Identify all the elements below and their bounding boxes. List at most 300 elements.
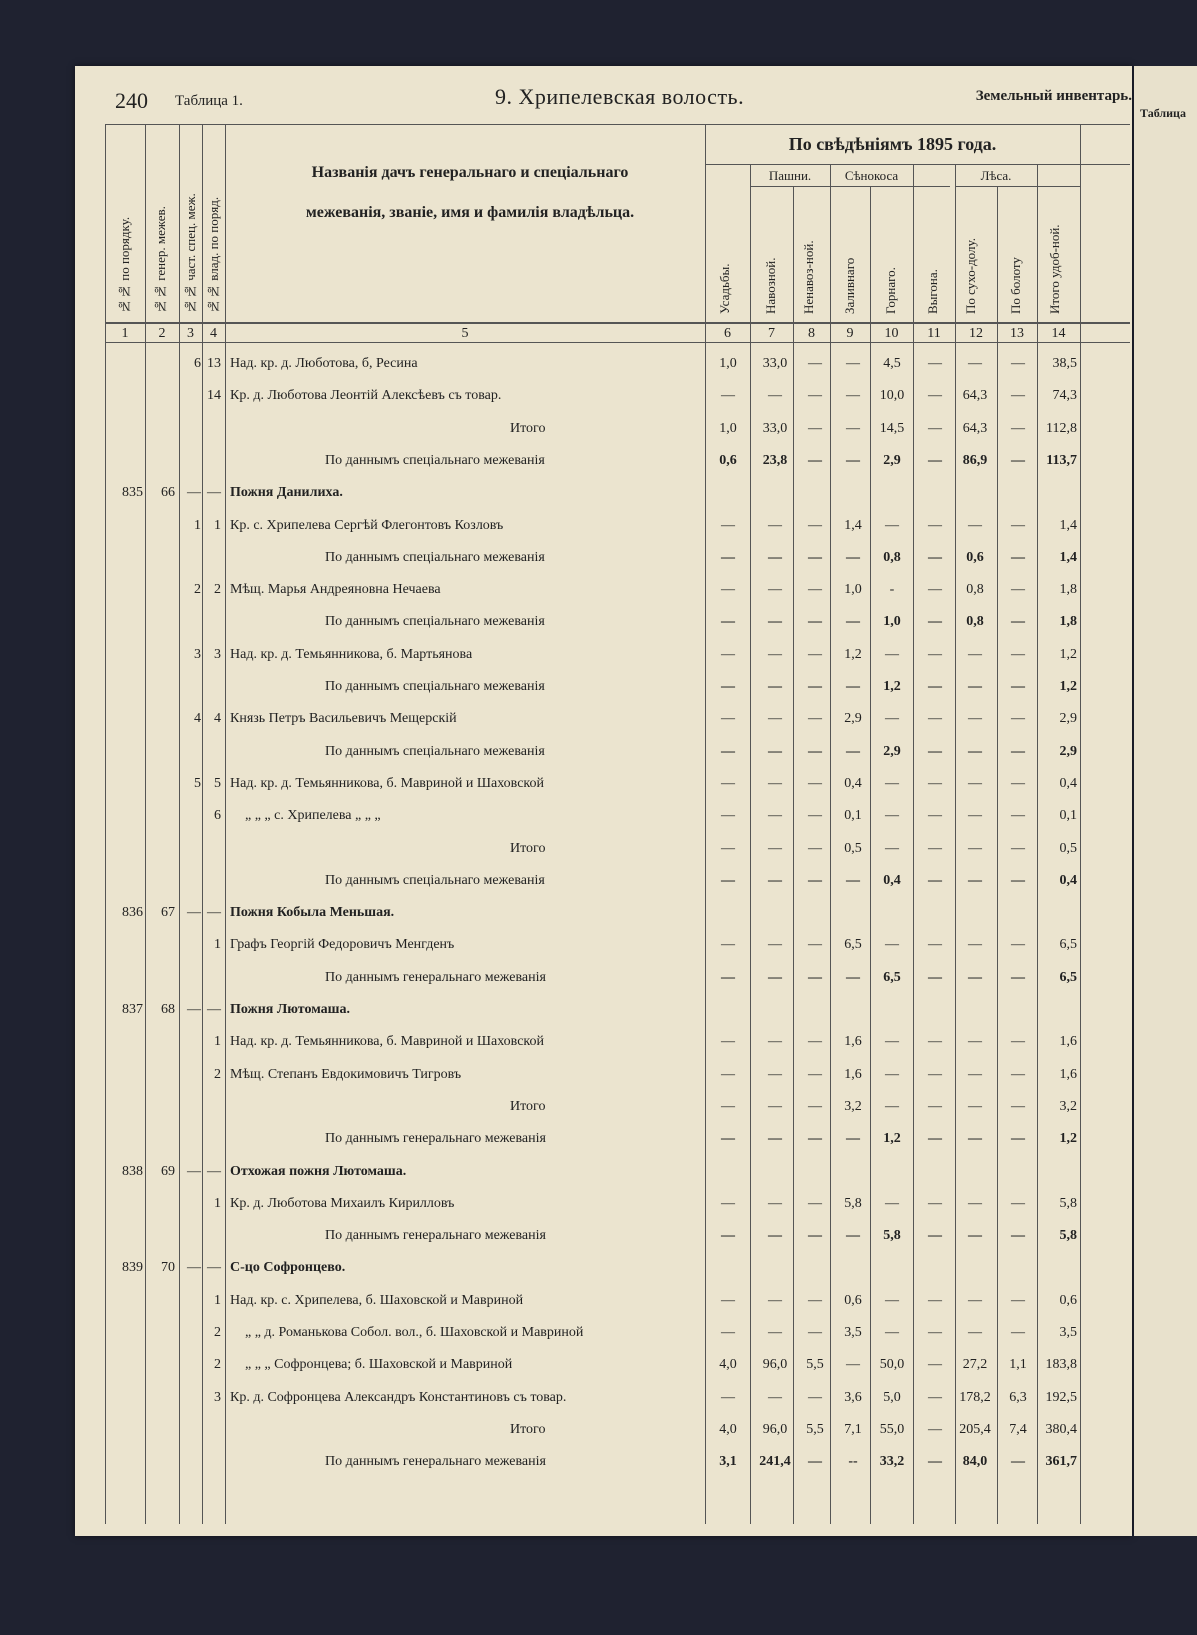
- cell-v11: —: [928, 775, 942, 791]
- cell-v13: —: [1011, 549, 1025, 565]
- adjacent-page-edge: [1134, 66, 1197, 1536]
- cell-v9: 2,9: [844, 711, 862, 727]
- cell-v9: —: [846, 356, 860, 371]
- owner-name: Князь Петръ Васильевичъ Мещерскій: [230, 711, 457, 727]
- col-number: 14: [1051, 326, 1066, 341]
- cell-v13: —: [1011, 1066, 1025, 1082]
- table-row: [105, 841, 1130, 863]
- cell-v11: —: [928, 969, 942, 985]
- row-index-c4: 1: [214, 1034, 221, 1050]
- row-index-c4: 3: [214, 646, 221, 662]
- cell-v11: —: [928, 614, 942, 630]
- col-header-vygona: Выгона.: [925, 269, 940, 314]
- cell-v11: —: [928, 388, 942, 404]
- cell-v12: —: [968, 1066, 982, 1082]
- cell-v12: —: [968, 775, 982, 791]
- cell-v7: —: [768, 775, 782, 791]
- cell-v7: —: [768, 872, 782, 888]
- table-row: [105, 1454, 1130, 1476]
- col-number: 5: [461, 326, 469, 341]
- cell-v10: —: [885, 711, 899, 727]
- cell-v10: —: [885, 808, 899, 824]
- cell-v14: 5,8: [1059, 1195, 1077, 1211]
- owner-name: Итого: [510, 1098, 546, 1114]
- cell-v6: —: [721, 1034, 735, 1050]
- col-header-gen-mezh: №№ генер. межев.: [153, 206, 168, 314]
- cell-v7: 33,0: [762, 356, 788, 371]
- cell-v7: —: [768, 1195, 782, 1211]
- adjacent-page-title: Таблица: [1140, 106, 1186, 120]
- owner-name: Над. кр. с. Хрипелева, б. Шаховской и Мавриной: [230, 1292, 524, 1308]
- cell-v9: —: [846, 420, 860, 436]
- cell-v8: —: [808, 1034, 822, 1050]
- cell-v8: —: [808, 1066, 822, 1082]
- cell-v9: 7,1: [844, 1421, 862, 1437]
- cell-v6: 1,0: [719, 356, 737, 371]
- cell-v11: —: [928, 840, 942, 856]
- owner-name: „ „ „ с. Хрипелева „ „ „: [245, 808, 381, 824]
- cell-v7: —: [768, 517, 782, 533]
- cell-v7: —: [768, 646, 782, 662]
- cell-v14: 380,4: [1045, 1421, 1077, 1437]
- cell-v8: —: [808, 1195, 822, 1211]
- row-index-c4: —: [207, 905, 221, 921]
- cell-v12: —: [968, 808, 982, 824]
- cell-v7: —: [768, 1325, 782, 1340]
- col-header-1895: По свѣдѣніямъ 1895 года.: [788, 134, 997, 154]
- cell-v12: —: [968, 1034, 982, 1050]
- cell-v12: 64,3: [962, 388, 988, 404]
- table-row: [105, 1228, 1130, 1250]
- cell-v14: 1,6: [1059, 1034, 1077, 1050]
- cell-v6: —: [721, 388, 735, 404]
- cell-v10: —: [885, 1034, 899, 1050]
- table-row: [105, 1067, 1130, 1089]
- owner-name: По даннымъ генеральнаго межеванія: [325, 1454, 546, 1470]
- cell-v11: —: [928, 1131, 942, 1147]
- cell-v8: 5,5: [806, 1421, 824, 1437]
- cell-v14: 112,8: [1046, 420, 1077, 436]
- row-index-c2: 67: [161, 905, 175, 921]
- row-index-c4: 1: [214, 1292, 221, 1308]
- cell-v12: 205,4: [959, 1421, 991, 1437]
- section-title: Пожня Кобыла Меньшая.: [230, 905, 395, 921]
- cell-v6: 0,6: [719, 452, 737, 468]
- owner-name: Итого: [510, 840, 546, 856]
- cell-v11: —: [928, 549, 942, 565]
- row-index-c2: 70: [161, 1260, 175, 1276]
- cell-v9: 1,2: [844, 646, 862, 662]
- cell-v6: —: [721, 646, 735, 662]
- row-index-c4: 2: [214, 1325, 221, 1340]
- cell-v6: —: [721, 1292, 735, 1308]
- cell-v13: —: [1011, 872, 1025, 888]
- cell-v7: 241,4: [759, 1454, 791, 1470]
- cell-v6: —: [721, 840, 735, 856]
- cell-v13: —: [1011, 1131, 1025, 1147]
- table-row: [105, 1422, 1130, 1444]
- cell-v10: —: [885, 775, 899, 791]
- cell-v13: —: [1011, 969, 1025, 985]
- cell-v9: —: [846, 1228, 860, 1244]
- table-row: [105, 1260, 1130, 1282]
- cell-v7: —: [768, 614, 782, 630]
- owner-name: По даннымъ спеціальнаго межеванія: [325, 679, 545, 694]
- cell-v11: —: [928, 420, 942, 436]
- owner-name: Мѣщ. Марья Андреяновна Нечаева: [230, 582, 441, 598]
- cell-v9: —: [846, 614, 860, 630]
- cell-v7: —: [768, 840, 782, 856]
- cell-v14: 6,5: [1059, 969, 1077, 985]
- cell-v13: —: [1011, 1292, 1025, 1308]
- cell-v9: —: [846, 549, 860, 565]
- col-number: 3: [187, 326, 194, 341]
- cell-v8: —: [808, 743, 822, 759]
- owner-name: „ „ „ Софронцева; б. Шаховской и Мавриной: [245, 1357, 513, 1373]
- cell-v12: —: [968, 1292, 982, 1308]
- cell-v10: 6,5: [883, 969, 901, 985]
- table-row: [105, 518, 1130, 540]
- cell-v9: 3,6: [844, 1389, 862, 1405]
- cell-v6: —: [721, 1325, 735, 1340]
- section-title: С-цо Софронцево.: [230, 1260, 346, 1276]
- cell-v8: —: [808, 711, 822, 727]
- col-number: 7: [768, 326, 775, 341]
- cell-v6: —: [721, 1228, 735, 1244]
- cell-v9: 6,5: [844, 937, 862, 953]
- cell-v10: —: [885, 517, 899, 533]
- table-row: [105, 453, 1130, 475]
- col-number: 13: [1010, 326, 1024, 341]
- row-index-c4: 2: [214, 1066, 221, 1082]
- cell-v11: —: [928, 743, 942, 759]
- table-row: [105, 421, 1130, 443]
- cell-v11: —: [928, 937, 942, 953]
- col-header-itogo: Итого удоб-ной.: [1047, 224, 1062, 314]
- col-header-lesa: Лѣса.: [980, 168, 1012, 183]
- cell-v14: 361,7: [1045, 1454, 1077, 1470]
- cell-v13: —: [1011, 937, 1025, 953]
- section-title: Пожня Данилиха.: [230, 485, 343, 501]
- row-index-c4: 1: [214, 937, 221, 953]
- owner-name: По даннымъ генеральнаго межеванія: [325, 1228, 546, 1244]
- table-label: Таблица 1.: [175, 93, 243, 109]
- cell-v11: —: [928, 452, 942, 468]
- table-row: [105, 1034, 1130, 1056]
- cell-v8: —: [808, 872, 822, 888]
- cell-v9: 0,6: [844, 1292, 862, 1308]
- row-index-c4: 1: [214, 517, 221, 533]
- cell-v8: —: [808, 420, 822, 436]
- table-row: [105, 808, 1130, 830]
- cell-v9: 1,6: [844, 1034, 862, 1050]
- cell-v6: 4,0: [719, 1421, 737, 1437]
- cell-v8: —: [808, 1389, 822, 1405]
- col-header-gornogo: Горнаго.: [883, 267, 898, 314]
- col-header-senokosa: Сѣнокоса: [844, 168, 899, 183]
- cell-v9: —: [846, 743, 860, 759]
- volost-title: 9. Хрипелевская волость.: [495, 84, 745, 109]
- owner-name: По даннымъ спеціальнаго межеванія: [325, 743, 545, 759]
- cell-v13: —: [1011, 356, 1025, 371]
- cell-v7: —: [768, 388, 782, 404]
- row-index-c4: 4: [214, 711, 221, 727]
- cell-v10: 1,2: [883, 1131, 901, 1147]
- cell-v9: 1,4: [844, 517, 862, 533]
- cell-v11: —: [928, 1357, 942, 1373]
- section-title: Пожня Лютомаша.: [230, 1002, 350, 1017]
- owner-name: Кр. д. Люботова Михаилъ Кирилловъ: [230, 1195, 455, 1211]
- owner-name: Кр. д. Софронцева Александръ Константиновъ съ товар.: [230, 1389, 567, 1405]
- cell-v13: —: [1011, 1098, 1025, 1114]
- row-index-c3: —: [187, 1002, 201, 1017]
- cell-v10: 50,0: [879, 1357, 905, 1373]
- row-index-c3: —: [187, 1163, 201, 1179]
- cell-v13: —: [1011, 1195, 1025, 1211]
- cell-v11: —: [928, 356, 942, 371]
- cell-v14: 0,4: [1059, 775, 1077, 791]
- row-index-c4: —: [207, 1260, 221, 1276]
- table-row: [105, 679, 1130, 701]
- table-row: [105, 356, 1130, 378]
- owner-name: По даннымъ генеральнаго межеванія: [325, 1131, 546, 1147]
- cell-v13: —: [1011, 517, 1025, 533]
- cell-v7: —: [768, 743, 782, 759]
- cell-v8: —: [808, 452, 822, 468]
- cell-v6: —: [721, 969, 735, 985]
- row-index-c3: —: [187, 1260, 201, 1276]
- col-number: 12: [969, 326, 983, 341]
- owner-name: По даннымъ спеціальнаго межеванія: [325, 549, 545, 565]
- cell-v9: —: [846, 679, 860, 694]
- cell-v10: 5,8: [883, 1228, 901, 1244]
- cell-v8: —: [808, 517, 822, 533]
- cell-v14: 0,5: [1059, 840, 1077, 856]
- row-index-c4: 2: [214, 582, 221, 598]
- cell-v12: —: [968, 1098, 982, 1114]
- cell-v11: —: [928, 582, 942, 598]
- cell-v6: 4,0: [719, 1357, 737, 1373]
- col-header-name-1: Названія дачъ генеральнаго и спеціальнаго: [311, 164, 629, 181]
- col-header-poriadku: №№ по порядку.: [117, 216, 132, 314]
- cell-v7: —: [768, 1389, 782, 1405]
- col-number: 1: [121, 326, 129, 341]
- row-index-c4: 3: [214, 1389, 221, 1405]
- cell-v6: —: [721, 517, 735, 533]
- cell-v14: 38,5: [1052, 356, 1077, 371]
- cell-v12: 178,2: [959, 1389, 991, 1405]
- cell-v10: 33,2: [879, 1454, 905, 1470]
- cell-v6: —: [721, 808, 735, 824]
- table-row: [105, 1131, 1130, 1153]
- cell-v8: —: [808, 969, 822, 985]
- cell-v12: —: [968, 1195, 982, 1211]
- cell-v14: 1,4: [1059, 517, 1077, 533]
- col-number: 10: [884, 326, 899, 341]
- cell-v13: —: [1011, 1228, 1025, 1244]
- cell-v10: —: [885, 1098, 899, 1114]
- ledger-page: [75, 66, 1132, 1536]
- cell-v8: —: [808, 840, 822, 856]
- cell-v14: 0,1: [1059, 808, 1077, 824]
- cell-v13: —: [1011, 808, 1025, 824]
- cell-v14: 1,2: [1059, 646, 1077, 662]
- cell-v9: —: [846, 969, 860, 985]
- row-index-c4: 5: [214, 775, 221, 791]
- owner-name: По даннымъ спеціальнаго межеванія: [325, 452, 545, 468]
- cell-v9: 5,8: [844, 1195, 862, 1211]
- col-header-suhodolu: По сухо-долу.: [963, 238, 978, 314]
- cell-v14: 1,4: [1059, 549, 1077, 565]
- cell-v13: —: [1011, 582, 1025, 598]
- cell-v6: —: [721, 1195, 735, 1211]
- table-row: [105, 1196, 1130, 1218]
- cell-v14: 3,5: [1059, 1325, 1077, 1340]
- col-header-nenavoz: Ненавоз-ной.: [801, 240, 816, 314]
- cell-v14: 5,8: [1059, 1228, 1077, 1244]
- cell-v14: 1,2: [1059, 1131, 1077, 1147]
- row-index-c1: 838: [122, 1163, 143, 1179]
- cell-v9: —: [846, 1131, 860, 1147]
- cell-v8: —: [808, 549, 822, 565]
- table-row: [105, 485, 1130, 507]
- cell-v8: —: [808, 937, 822, 953]
- cell-v12: —: [968, 356, 982, 371]
- cell-v14: 113,7: [1046, 452, 1077, 468]
- cell-v11: —: [928, 679, 942, 694]
- cell-v7: —: [768, 711, 782, 727]
- cell-v13: —: [1011, 1325, 1025, 1340]
- cell-v6: —: [721, 582, 735, 598]
- cell-v7: —: [768, 969, 782, 985]
- table-row: [105, 1099, 1130, 1121]
- col-number: 8: [808, 326, 815, 341]
- cell-v9: --: [848, 1454, 858, 1470]
- cell-v14: 1,8: [1059, 582, 1077, 598]
- table-row: [105, 970, 1130, 992]
- cell-v12: —: [968, 1131, 982, 1147]
- row-index-c3: 2: [194, 582, 201, 598]
- cell-v7: —: [768, 1066, 782, 1082]
- cell-v8: —: [808, 1228, 822, 1244]
- row-index-c4: —: [207, 1163, 221, 1179]
- cell-v6: —: [721, 614, 735, 630]
- row-index-c2: 68: [161, 1002, 175, 1017]
- cell-v9: —: [846, 872, 860, 888]
- row-index-c4: —: [207, 485, 221, 501]
- cell-v13: —: [1011, 840, 1025, 856]
- cell-v8: —: [808, 1454, 822, 1470]
- cell-v6: —: [721, 1098, 735, 1114]
- cell-v11: —: [928, 872, 942, 888]
- row-index-c1: 836: [122, 905, 143, 921]
- col-number: 9: [846, 326, 854, 341]
- cell-v7: —: [768, 679, 782, 694]
- cell-v8: —: [808, 614, 822, 630]
- cell-v9: 1,6: [844, 1066, 862, 1082]
- row-index-c4: 6: [214, 808, 221, 824]
- cell-v10: 14,5: [879, 420, 905, 436]
- row-index-c2: 66: [161, 485, 175, 501]
- cell-v11: —: [928, 1034, 942, 1050]
- cell-v10: —: [885, 840, 899, 856]
- cell-v13: —: [1011, 452, 1025, 468]
- cell-v12: —: [968, 679, 982, 694]
- cell-v10: —: [885, 1292, 899, 1308]
- cell-v14: 0,4: [1059, 872, 1077, 888]
- cell-v10: -: [889, 582, 895, 598]
- col-header-vlad: №№ влад. по поряд.: [206, 196, 221, 314]
- cell-v12: 0,8: [966, 614, 984, 630]
- owner-name: Кр. д. Люботова Леонтій Алексѣевъ съ товар.: [230, 388, 502, 404]
- table-row: [105, 582, 1130, 604]
- owner-name: Итого: [510, 420, 546, 436]
- cell-v9: 0,5: [844, 840, 862, 856]
- cell-v7: 96,0: [762, 1357, 788, 1373]
- cell-v8: —: [808, 1131, 822, 1147]
- table-row: [105, 905, 1130, 927]
- col-number: 6: [724, 326, 731, 341]
- cell-v11: —: [928, 1228, 942, 1244]
- cell-v8: —: [808, 388, 822, 404]
- cell-v8: —: [808, 646, 822, 662]
- cell-v12: 0,8: [966, 582, 984, 598]
- cell-v11: —: [928, 1389, 942, 1405]
- table-row: [105, 550, 1130, 572]
- cell-v8: —: [808, 775, 822, 791]
- cell-v9: 1,0: [844, 582, 862, 598]
- cell-v13: 7,4: [1009, 1421, 1027, 1437]
- table-row: [105, 1293, 1130, 1315]
- owner-name: Мѣщ. Степанъ Евдокимовичъ Тигровъ: [230, 1066, 462, 1082]
- cell-v10: 1,2: [883, 679, 901, 694]
- cell-v8: —: [808, 679, 822, 694]
- cell-v6: —: [721, 711, 735, 727]
- cell-v6: —: [721, 872, 735, 888]
- cell-v13: —: [1011, 711, 1025, 727]
- cell-v14: 1,6: [1059, 1066, 1077, 1082]
- row-index-c4: —: [207, 1002, 221, 1017]
- table-row: [105, 873, 1130, 895]
- owner-name: По даннымъ спеціальнаго межеванія: [325, 614, 545, 630]
- cell-v12: —: [968, 872, 982, 888]
- cell-v8: —: [808, 1098, 822, 1114]
- cell-v11: —: [928, 1066, 942, 1082]
- table-row: [105, 647, 1130, 669]
- cell-v13: —: [1011, 388, 1025, 404]
- cell-v8: —: [808, 582, 822, 598]
- cell-v10: —: [885, 1195, 899, 1211]
- owner-name: Над. кр. д. Темьянникова, б. Мавриной и Шаховской: [230, 775, 544, 791]
- cell-v11: —: [928, 1421, 942, 1437]
- cell-v13: —: [1011, 743, 1025, 759]
- cell-v10: —: [885, 1325, 899, 1340]
- cell-v14: 1,2: [1059, 679, 1077, 694]
- col-header-chast-spec: №№ част. спец. меж.: [183, 193, 198, 314]
- col-header-name-2: межеванія, званіе, имя и фамилія владѣльца.: [305, 204, 635, 221]
- table-row: [105, 776, 1130, 798]
- cell-v10: 0,8: [883, 549, 901, 565]
- cell-v13: —: [1011, 1454, 1025, 1470]
- row-index-c4: 2: [214, 1357, 221, 1373]
- row-index-c3: —: [187, 905, 201, 921]
- cell-v7: —: [768, 1131, 782, 1147]
- cell-v8: —: [808, 356, 822, 371]
- cell-v14: 0,6: [1059, 1292, 1077, 1308]
- cell-v6: —: [721, 1066, 735, 1082]
- table-row: [105, 1002, 1130, 1024]
- cell-v7: —: [768, 808, 782, 824]
